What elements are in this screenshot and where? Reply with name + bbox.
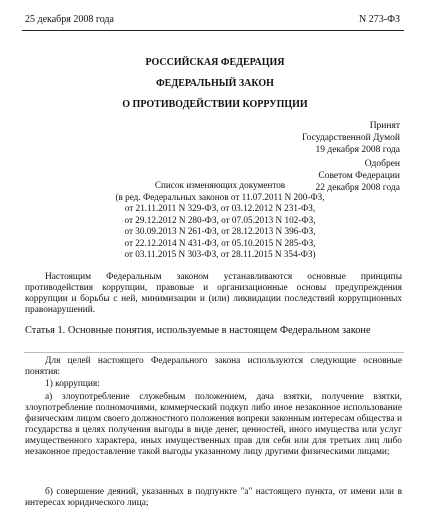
adoption-block (302, 120, 400, 156)
law-date: 25 декабря 2008 года (25, 14, 114, 25)
revision-line: от 30.09.2013 N 261-ФЗ, от 28.12.2013 N 396-ФЗ, (124, 226, 316, 236)
country-title: РОССИЙСКАЯ ФЕДЕРАЦИЯ (145, 57, 285, 68)
revision-line: (в ред. Федеральных законов от 11.07.2011 N 200-ФЗ, (115, 191, 325, 202)
revision-line: от 21.11.2011 N 329-ФЗ, от 03.12.2012 N 231-ФЗ, (124, 203, 316, 213)
article-1-heading: Статья 1. Основные понятия, используемые в настоящем Федеральном законе (25, 325, 371, 336)
revision-line: от 03.11.2015 N 303-ФЗ, от 28.11.2015 N 354-ФЗ) (124, 249, 316, 259)
law-type-title: ФЕДЕРАЛЬНЫЙ ЗАКОН (156, 78, 274, 89)
subitem-b: б) совершение деяний, указанных в подпункте "а" настоящего пункта, от имени или в интересах юридического лица; (25, 487, 402, 508)
law-name-title: О ПРОТИВОДЕЙСТВИИ КОРРУПЦИИ (122, 99, 308, 110)
revision-line: от 22.12.2014 N 431-ФЗ, от 05.10.2015 N 285-ФЗ, (124, 237, 316, 248)
intro-paragraph: Настоящим Федеральным законом устанавливаются основные принципы противодействия коррупции, правовые и организационные основы предупреждения коррупции и борьбы с ней, минимизации и (или) ликвидации последствий коррупционных правонарушений. (25, 272, 402, 315)
revision-line: от 29.12.2012 N 280-ФЗ, от 07.05.2013 N 102-ФЗ, (124, 214, 316, 225)
article-separator (24, 352, 404, 353)
revisions-title: Список изменяющих документов (154, 180, 286, 190)
revisions-list (70, 180, 370, 261)
law-number: N 273-ФЗ (359, 14, 400, 25)
adoption-line-3: 19 декабря 2008 года (315, 145, 400, 155)
approval-line-1: Одобрен (364, 159, 400, 169)
adoption-line-2: Государственной Думой (301, 133, 400, 143)
definitions-intro: Для целей настоящего Федерального закона используются следующие основные понятия: (25, 356, 402, 377)
item-1-corruption: 1) коррупция: (45, 379, 100, 389)
subitem-a: а) злоупотребление служебным положением, дача взятки, получение взятки, злоупотребление полномочиями, коммерческий подкуп либо иное незаконное использование физическим лицом своего должностного положения вопреки законным интересам общества и государства в целях получения выгоды в виде денег, ценностей, иного имущества или услуг имущественного характера, иных имущественных прав для себя или для третьих лиц либо незаконное предоставление такой выгоды указанному лицу другими физическими лицами; (25, 392, 402, 457)
adoption-line-1: Принят (369, 121, 400, 131)
approval-line-2: Советом Федерации (318, 171, 400, 181)
header-rule (22, 30, 404, 31)
approval-line-3: 22 декабря 2008 года (315, 183, 400, 193)
